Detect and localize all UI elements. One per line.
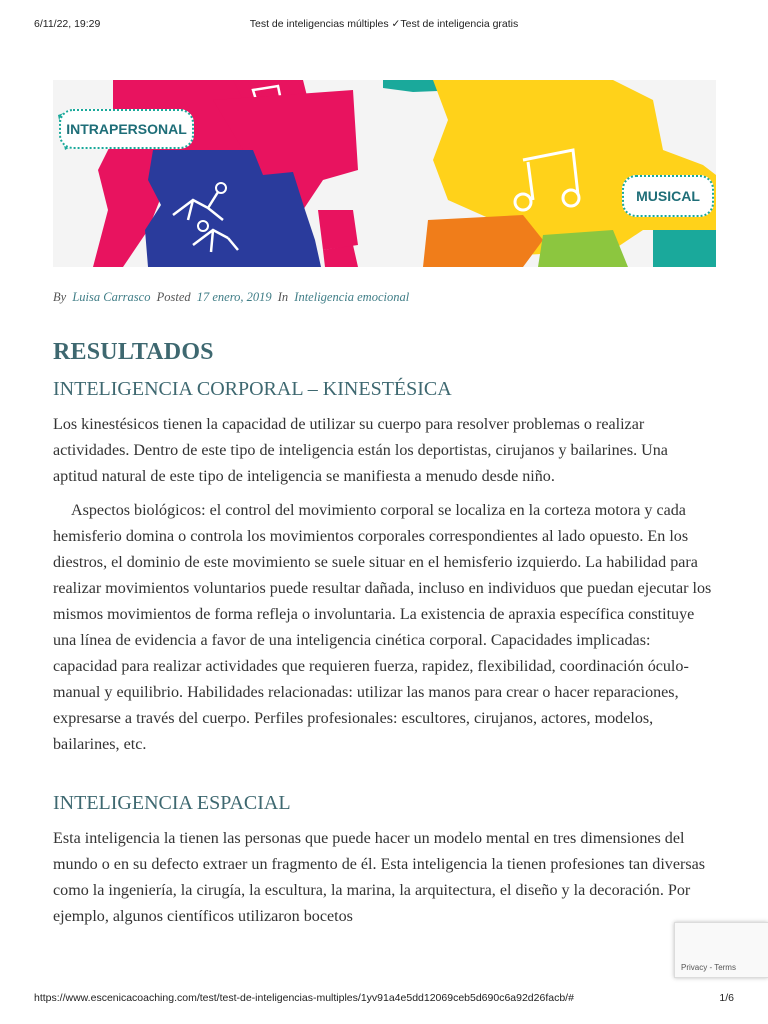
kinesthetic-body-paragraph: Aspectos biológicos: el control del movimiento corporal se localiza en la corteza motora y cada hemisferio domina o controla los movimientos corporales correspondientes al lado opuesto. En los diestros, el dominio de este movimiento se suele situar en el hemisferio izquierdo. La habilidad para realizar movimientos voluntarios puede resultar dañada, incluso en individuos que puedan ejecutar los mismos movimientos de forma refleja o involuntaria. La existencia de apraxia específica constituye una línea de evidencia a favor de una inteligencia cinética corporal. Capacidades implicadas: capacidad para realizar actividades que requieren fuerza, rapidez, flexibilidad, coordinación óculo-manual y equilibrio. Habilidades relacionadas: utilizar las manos para crear o hacer reparaciones, expresarse a través del cuerpo. Perfiles profesionales: escultores, cirujanos, actores, modelos, bailarines, etc. xyxy=(53,502,712,753)
intrapersonal-label xyxy=(59,109,194,149)
section-title-spatial: INTELIGENCIA ESPACIAL xyxy=(53,792,291,814)
author-link[interactable]: Luisa Carrasco xyxy=(72,290,151,304)
article-content xyxy=(53,336,713,930)
hero-banner-image xyxy=(53,80,716,267)
musical-label-text: MUSICAL xyxy=(636,188,700,204)
recaptcha-terms[interactable]: Privacy - Terms xyxy=(681,963,736,972)
spatial-paragraph: Esta inteligencia la tienen las personas que puede hacer un modelo mental en tres dimensiones del mundo o en su defecto extraer un fragmento de él. Esta inteligencia la tienen profesiones tan diversas como la ingeniería, la cirugía, la escultura, la marina, la arquitectura, el diseño y la decoración. Por ejemplo, algunos científicos utilizaron bocetos xyxy=(53,830,706,925)
kinesthetic-intro-paragraph: Los kinestésicos tienen la capacidad de utilizar su cuerpo para resolver problemas o realizar actividades. Dentro de este tipo de inteligencia están los deportistas, cirujanos y bailarines. Una aptitud natural de este tipo de inteligencia se manifiesta a menudo desde niño. xyxy=(53,416,668,485)
meta-by: By xyxy=(53,290,67,304)
page-number: 1/6 xyxy=(719,992,734,1004)
page-url: https://www.escenicacoaching.com/test/test-de-inteligencias-multiples/1yv91a4e5dd12069ceb5d690c6a92d26facb/# xyxy=(34,992,574,1004)
meta-in: In xyxy=(277,290,289,304)
intrapersonal-label-text: INTRAPERSONAL xyxy=(66,121,187,137)
print-footer xyxy=(0,992,768,1008)
musical-label xyxy=(622,175,714,217)
print-date: 6/11/22, 19:29 xyxy=(34,18,101,30)
post-date-link[interactable]: 17 enero, 2019 xyxy=(196,290,272,304)
results-heading: RESULTADOS xyxy=(53,339,214,365)
category-link[interactable]: Inteligencia emocional xyxy=(294,290,410,304)
meta-posted: Posted xyxy=(156,290,191,304)
post-meta xyxy=(53,290,412,305)
print-page-title: Test de inteligencias múltiples ✓Test de inteligencia gratis xyxy=(249,18,519,30)
section-title-kinesthetic: INTELIGENCIA CORPORAL – KINESTÉSICA xyxy=(53,378,452,400)
print-header xyxy=(0,18,768,34)
recaptcha-badge[interactable] xyxy=(674,922,768,978)
